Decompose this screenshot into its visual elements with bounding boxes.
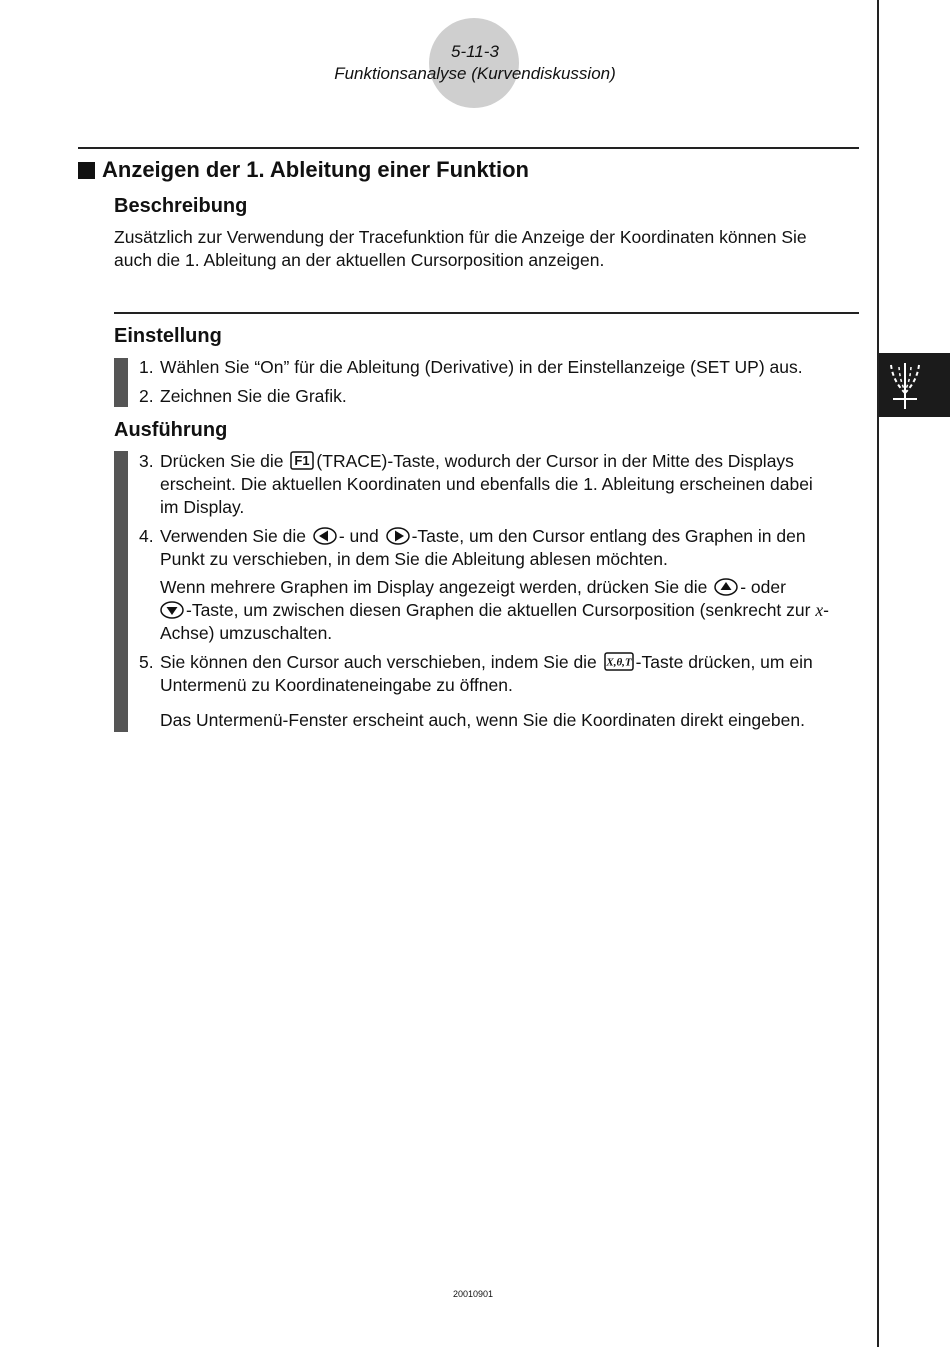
header-circle bbox=[429, 18, 519, 108]
step4-line-2: Punkt zu verschieben, in dem Sie die Ableitung ablesen möchten. bbox=[160, 549, 668, 569]
x-theta-t-key-icon bbox=[604, 652, 634, 671]
step-text bbox=[160, 450, 857, 519]
setup-title: Einstellung bbox=[114, 325, 222, 347]
step4-text-mid: - und bbox=[338, 526, 379, 546]
step5-note: Das Untermenü-Fenster erscheint auch, wenn Sie die Koordinaten direkt eingeben. bbox=[160, 710, 805, 730]
step3-text-after: (TRACE)-Taste, wodurch der Cursor in der Mitte des Displays bbox=[316, 451, 794, 471]
step3-line-2: erscheint. Die aktuellen Koordinaten und ebenfalls die 1. Ableitung erscheinen dabei bbox=[160, 474, 813, 494]
step5-line-2: Untermenü zu Koordinateneingabe zu öffnen. bbox=[160, 675, 513, 695]
note4-text-after: - oder bbox=[740, 577, 786, 597]
step-text bbox=[160, 651, 857, 697]
step-number: 3. bbox=[139, 451, 154, 471]
step-text: Zeichnen Sie die Grafik. bbox=[160, 386, 347, 406]
setup-step-1 bbox=[139, 356, 857, 379]
execution-step-5 bbox=[139, 651, 857, 697]
chapter-tab bbox=[879, 353, 950, 417]
filled-square-icon bbox=[78, 162, 95, 179]
x-axis-variable: x bbox=[815, 600, 824, 620]
execution-title: Ausführung bbox=[114, 419, 228, 441]
cursor-up-key-icon bbox=[714, 578, 738, 596]
step-number: 1. bbox=[139, 357, 154, 377]
step-text bbox=[160, 525, 857, 571]
note4-line-3: Achse) umzuschalten. bbox=[160, 623, 333, 643]
cursor-left-key-icon bbox=[313, 527, 337, 545]
note4-text-before: Wenn mehrere Graphen im Display angezeigt werden, drücken Sie die bbox=[160, 577, 708, 597]
note4-dash: - bbox=[823, 600, 829, 620]
step-number: 2. bbox=[139, 386, 154, 406]
right-margin-rule bbox=[877, 0, 879, 1347]
step4-text-before: Verwenden Sie die bbox=[160, 526, 306, 546]
page-subtitle: Funktionsanalyse (Kurvendiskussion) bbox=[334, 64, 616, 83]
cursor-down-key-icon bbox=[160, 601, 184, 619]
step-number: 4. bbox=[139, 526, 154, 546]
footer-code: 20010901 bbox=[452, 1289, 494, 1299]
cursor-right-key-icon bbox=[386, 527, 410, 545]
step4-note bbox=[160, 576, 860, 645]
description-line-1: Zusätzlich zur Verwendung der Tracefunktion für die Anzeige der Koordinaten können Sie bbox=[114, 227, 807, 247]
step4-text-after: -Taste, um den Cursor entlang des Graphen in den bbox=[411, 526, 806, 546]
setup-step-2 bbox=[139, 385, 857, 408]
step3-text-before: Drücken Sie die bbox=[160, 451, 284, 471]
step-text: Wählen Sie “On” für die Ableitung (Derivative) in der Einstellanzeige (SET UP) aus. bbox=[160, 357, 803, 377]
note4-line-2: -Taste, um zwischen diesen Graphen die aktuellen Cursorposition (senkrecht zur bbox=[186, 600, 811, 620]
description-title: Beschreibung bbox=[114, 195, 248, 217]
page-number: 5-11-3 bbox=[451, 42, 499, 61]
execution-step-4 bbox=[139, 525, 857, 571]
execution-step-3 bbox=[139, 450, 857, 519]
x-theta-t-key-label: X,θ,T bbox=[606, 656, 632, 669]
description-line-2: auch die 1. Ableitung an der aktuellen Cursorposition anzeigen. bbox=[114, 250, 605, 270]
step-number: 5. bbox=[139, 652, 154, 672]
f1-key-icon bbox=[290, 451, 314, 470]
setup-sidebar-bar bbox=[114, 358, 128, 407]
section-heading-text: Anzeigen der 1. Ableitung einer Funktion bbox=[102, 157, 529, 182]
section-heading bbox=[78, 157, 529, 183]
execution-sidebar-bar bbox=[114, 451, 128, 732]
f1-key-label: F1 bbox=[294, 453, 311, 468]
step5-text-before: Sie können den Cursor auch verschieben, indem Sie die bbox=[160, 652, 597, 672]
step3-line-3: im Display. bbox=[160, 497, 245, 517]
section-top-rule bbox=[78, 147, 859, 149]
graph-chapter-icon bbox=[885, 359, 925, 411]
subsection-rule bbox=[114, 312, 859, 314]
step5-text-after: -Taste drücken, um ein bbox=[635, 652, 813, 672]
